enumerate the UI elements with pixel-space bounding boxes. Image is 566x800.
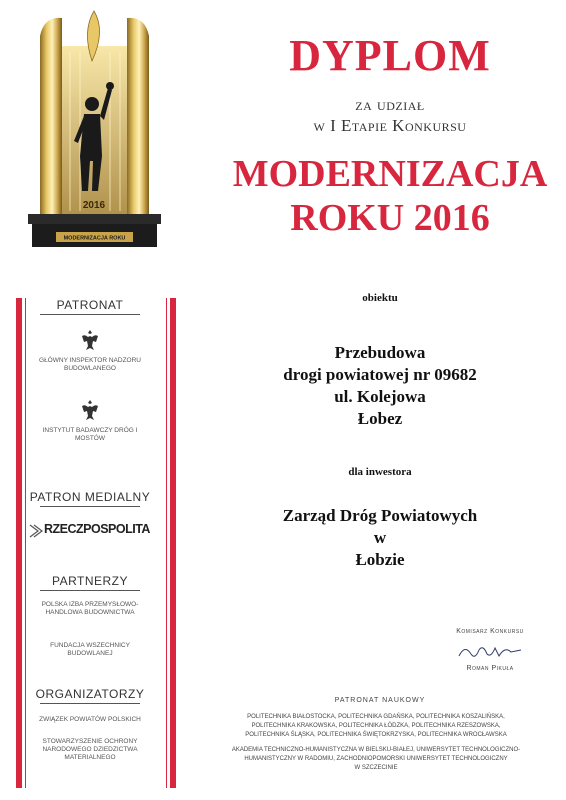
red-stripe-right [170,298,176,788]
patronat-heading: PATRONAT [56,298,124,312]
investor-line-2: w [373,528,387,547]
contest-name-line-1: MODERNIZACJA [232,153,548,195]
red-stripe-left [16,298,22,788]
partnerzy-rule [40,590,140,591]
patronat-naukowy-heading: PATRONAT NAUKOWY [334,697,426,704]
investor-line-3: Łobzie [355,550,405,569]
red-line-right [166,298,167,788]
trophy-year: 2016 [82,200,106,211]
eagle-emblem-icon [79,398,101,424]
patronat-naukowy-line-5: HUMANISTYCZNY W RADOMIU, ZACHODNIOPOMORSKI UNIWERSYTET TECHNOLOGICZNY [244,756,508,762]
signature-name: Roman Pikuła [466,665,514,672]
eagle-emblem-icon [79,328,101,354]
partnerzy-heading: PARTNERZY [51,574,129,588]
patronat-rule [40,314,140,315]
partner-org-1: POLSKA IZBA PRZEMYSŁOWO-HANDLOWA BUDOWNICTWA [41,601,139,616]
handwritten-signature [455,640,525,664]
organizatorzy-heading: ORGANIZATORZY [35,687,145,701]
patronat-naukowy-line-3: POLITECHNIKA ŚLĄSKA, POLITECHNIKA ŚWIĘTOKRZYSKA, POLITECHNIKA WROCŁAWSKA [245,732,507,738]
diploma-title: DYPLOM [289,31,491,80]
patronat-naukowy-line-4: AKADEMIA TECHNICZNO-HUMANISTYCZNA W BIELSKU-BIAŁEJ, UNIWERSYTET TECHNOLOGICZNO- [231,747,521,753]
patronat-naukowy-line-2: POLITECHNIKA KRAKOWSKA, POLITECHNIKA ŁÓDZKA, POLITECHNIKA RZESZOWSKA, [251,723,501,729]
patron-medialny-rule [40,506,140,507]
patronat-naukowy-line-6: W SZCZECINIE [354,765,398,771]
trophy-image [22,6,167,251]
investor-line-1: Zarząd Dróg Powiatowych [282,506,478,525]
object-line-1: Przebudowa [334,343,426,362]
contest-name-line-2: ROKU 2016 [290,197,490,239]
patronat-naukowy-line-1: POLITECHNIKA BIAŁOSTOCKA, POLITECHNIKA GDAŃSKA, POLITECHNIKA KOSZALIŃSKA, [247,714,505,720]
signature-role: Komisarz Konkursu [456,628,524,635]
partner-org-2: FUNDACJA WSZECHNICY BUDOWLANEJ [50,642,130,657]
rzeczpospolita-logo-text: RZECZPOSPOLITA [44,522,150,536]
patron-medialny-heading: PATRON MEDIALNY [29,490,151,504]
patronat-org-2: INSTYTUT BADAWCZY DRÓG I MOSTÓW [42,427,138,442]
organizatorzy-rule [40,703,140,704]
diploma-subtitle-1: za udział [355,95,425,114]
object-line-3: ul. Kolejowa [334,387,426,406]
object-line-2: drogi powiatowej nr 09682 [283,365,477,384]
organizer-org-2: STOWARZYSZENIE OCHRONY NARODOWEGO DZIEDZICTWA MATERIALNEGO [42,738,138,761]
trophy-plate: MODERNIZACJA ROKU [63,235,126,242]
diploma-subtitle-2: w I Etapie Konkursu [313,116,467,135]
object-line-4: Łobez [357,409,403,428]
red-line-left [25,298,26,788]
patronat-org-1: GŁÓWNY INSPEKTOR NADZORU BUDOWLANEGO [39,357,141,372]
object-label: obiektu [362,292,398,304]
organizer-org-1: ZWIĄZEK POWIATÓW POLSKICH [39,716,141,723]
investor-label: dla inwestora [348,466,412,478]
